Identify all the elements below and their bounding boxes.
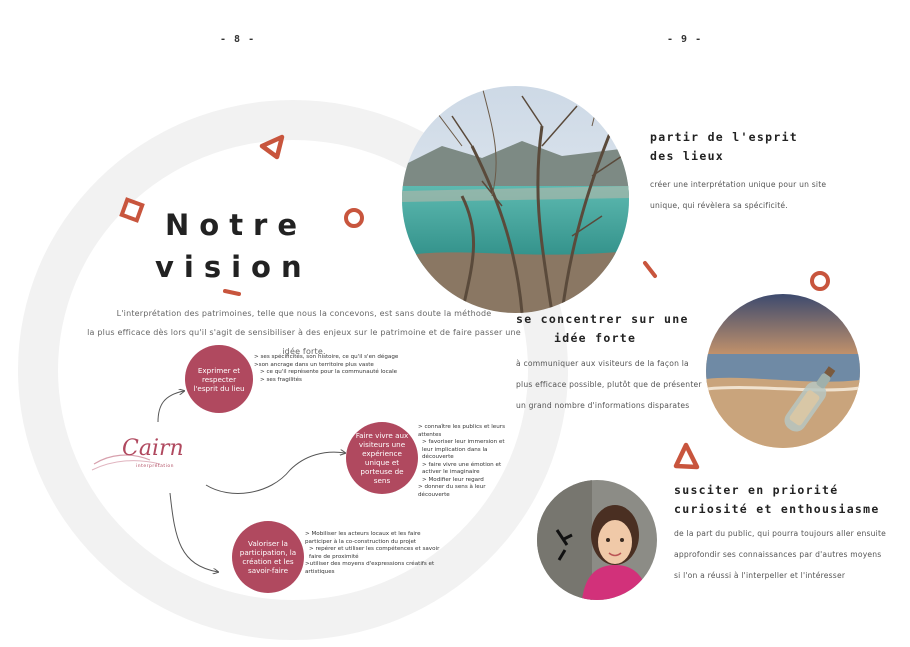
title-line-2: vision — [155, 250, 312, 284]
section-heading: susciter en priorité — [674, 483, 839, 497]
bubble-list-2 — [418, 424, 514, 499]
list-item: > Modifier leur regard — [422, 476, 484, 483]
intro-paragraph — [84, 304, 524, 361]
square-deco-icon — [117, 195, 147, 225]
section-curiosite — [674, 481, 886, 586]
list-item: > connaître les publics et leurs attentes — [418, 424, 506, 438]
section-heading: partir de l'esprit — [650, 130, 799, 144]
list-item: > ce qu'il représente pour la communauté locale — [260, 369, 398, 375]
bubble-label: Faire vivre aux visiteurs une expérience unique et porteuse de sens — [355, 431, 409, 485]
list-item: >utiliser des moyens d'expressions créatifs et artistiques — [305, 561, 435, 575]
logo-text: Cairn — [122, 436, 184, 461]
logo-subtext: interprétation — [136, 464, 175, 469]
section-heading: se concentrer sur une — [516, 312, 689, 326]
body-line: créer une interprétation unique pour un site — [650, 180, 827, 189]
bubble-list-1 — [254, 354, 404, 384]
dash-deco-icon — [222, 286, 242, 300]
triangle-deco-icon — [671, 441, 701, 471]
curved-arrow-icon — [158, 391, 184, 422]
body-line: de la part du public, qui pourra toujours aller ensuite — [674, 529, 886, 538]
section-esprit-des-lieux — [650, 128, 826, 216]
curved-arrow-icon — [206, 452, 345, 493]
lake-photo — [402, 86, 629, 313]
list-item: > favoriser leur immersion et leur implication dans la découverte — [422, 439, 505, 460]
bubble-list-3 — [305, 531, 447, 576]
section-body — [650, 174, 826, 216]
curved-arrow-icon — [170, 493, 218, 572]
body-line: approfondir ses connaissances par d'autres moyens — [674, 550, 882, 559]
triangle-deco-icon — [258, 134, 288, 160]
bubble-label: Exprimer et respecter l'esprit du lieu — [193, 365, 245, 393]
bubble-esprit-du-lieu — [185, 345, 253, 413]
section-idee-forte — [516, 310, 702, 416]
circle-deco-icon — [807, 268, 833, 294]
section-heading: idée forte — [554, 331, 637, 345]
body-line: un grand nombre d'informations disparates — [516, 401, 690, 410]
body-line: unique, qui révèlera sa spécificité. — [650, 201, 788, 210]
body-line: si l'on a réussi à l'interpeller et l'intéresser — [674, 571, 846, 580]
bubble-participation — [232, 521, 304, 593]
list-item: > ses fragilités — [260, 376, 302, 383]
list-item: > faire vivre une émotion et activer le imaginaire — [422, 461, 502, 475]
body-line: à communiquer aux visiteurs de la façon la — [516, 359, 689, 368]
title-line-1: Notre — [165, 208, 308, 242]
list-item: > repérer et utiliser les compétences et savoir faire de proximité — [309, 546, 440, 560]
child-photo — [537, 480, 657, 600]
section-body — [516, 353, 702, 416]
circle-deco-icon — [342, 206, 366, 230]
intro-line-2: la plus efficace dès lors qu'il s'agit de sensibiliser à des enjeux sur le patrimoine et de faire passer une idée forte. — [87, 328, 521, 356]
list-item: > Mobiliser les acteurs locaux et les faire participer à la co-construction du projet — [305, 531, 421, 545]
list-item: > donner du sens à leur découverte — [418, 484, 486, 498]
page-number-right: - 9 - — [667, 34, 703, 45]
bottle-photo — [706, 294, 860, 448]
section-body — [674, 523, 886, 586]
page-number-left: - 8 - — [220, 34, 256, 45]
page-title — [155, 204, 312, 288]
section-heading: curiosité et enthousiasme — [674, 502, 880, 516]
body-line: plus efficace possible, plutôt que de présenter — [516, 380, 702, 389]
bubble-experience — [346, 422, 418, 494]
intro-line-1: L'interprétation des patrimoines, telle que nous la concevons, est sans doute la méthode — [116, 309, 492, 318]
section-heading: des lieux — [650, 149, 725, 163]
list-item: >son ancrage dans un territoire plus vaste — [254, 361, 374, 368]
list-item: > ses spécificités, son histoire, ce qu'il s'en dégage — [254, 354, 399, 360]
bubble-label: Valoriser la participation, la création et les savoir-faire — [239, 539, 297, 575]
dash-deco-icon — [640, 259, 662, 281]
